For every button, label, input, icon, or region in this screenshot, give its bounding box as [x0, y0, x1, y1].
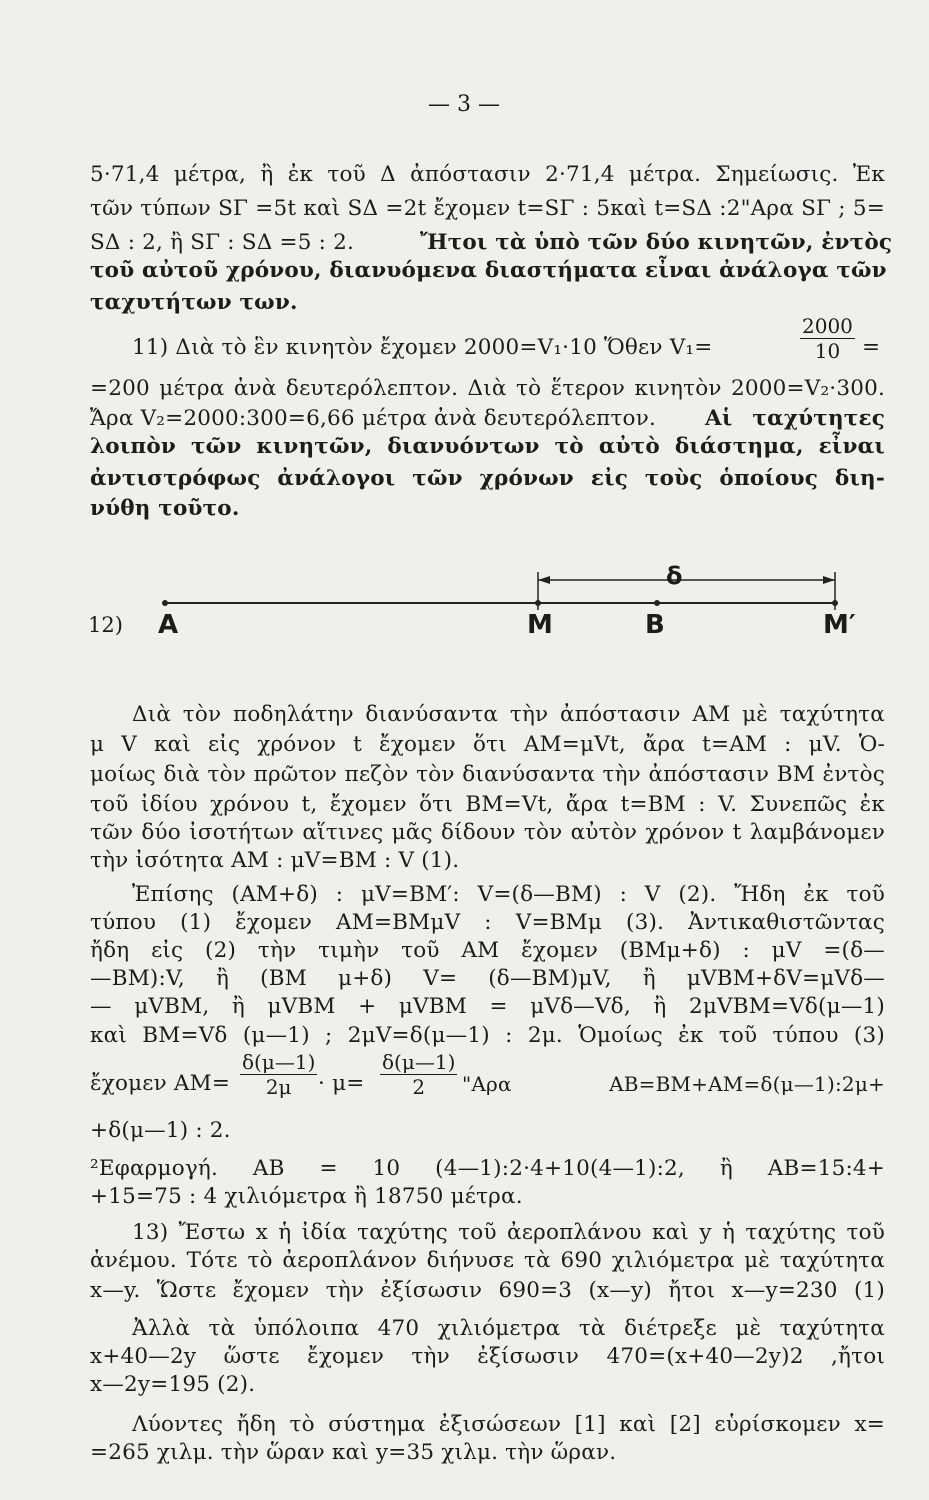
text-line: —ΒΜ):V, ἢ (ΒΜ μ+δ) V= (δ—ΒΜ)μV, ἢ μVΒΜ+δV=μVδ—	[90, 966, 885, 991]
text-line: Διὰ τὸν ποδηλάτην διανύσαντα τὴν ἀπόστασιν ΑΜ μὲ ταχύτητα	[132, 702, 885, 727]
text-line-bold: νύθη τοῦτο.	[90, 496, 240, 521]
label-a: A	[158, 610, 179, 640]
fraction-numerator: δ(μ—1)	[242, 1050, 316, 1074]
point-m-prime	[832, 600, 838, 606]
page-number: — 3 —	[428, 92, 500, 117]
text-line: =265 χιλμ. τὴν ὥραν καὶ y=35 χιλμ. τὴν ὥραν.	[90, 1440, 617, 1465]
segment-diagram-svg	[90, 560, 890, 670]
text-line: τύπου (1) ἔχομεν ΑΜ=ΒΜμV : V=ΒΜμ (3). Ἀντικαθιστῶντας	[90, 910, 885, 935]
arrow-left-icon	[538, 576, 550, 584]
text-line-bold: ἀντιστρόφως ἀνάλογοι τῶν χρόνων εἰς τοὺς ὁποίους διη-	[90, 466, 885, 491]
text-line: τῶν τύπων SΓ =5t καὶ SΔ =2t ἔχομεν t=SΓ : 5καὶ t=SΔ :2"Αρα SΓ ; 5=	[90, 196, 885, 221]
delta-label: δ	[666, 562, 683, 590]
fraction-denominator: 2μ	[265, 1075, 292, 1099]
text-line: x—y. Ὥστε ἔχομεν τὴν ἐξίσωσιν 690=3 (x—y) ἤτοι x—y=230 (1)	[90, 1278, 885, 1303]
text-line: x—2y=195 (2).	[90, 1372, 256, 1397]
text-line: 13) Ἔστω x ἡ ἰδία ταχύτης τοῦ ἀεροπλάνου καὶ y ἡ ταχύτης τοῦ	[132, 1220, 885, 1245]
text-line: Ἀλλὰ τὰ ὑπόλοιπα 470 χιλιόμετρα τὰ διέτρεξε μὲ ταχύτητα	[132, 1316, 885, 1341]
segment-diagram	[90, 560, 890, 670]
fraction-denominator: 10	[814, 339, 841, 363]
arrow-right-icon	[823, 576, 835, 584]
text-line: ἔχομεν ΑΜ=	[90, 1071, 231, 1096]
text-line: "Αρα ΑΒ=ΒΜ+ΑΜ=δ(μ—1):2μ+	[462, 1072, 885, 1096]
text-line-bold: ταχυτήτων των.	[90, 290, 298, 315]
text-line-bold: Ἤτοι τὰ ὑπὸ τῶν δύο κινητῶν, ἐντὸς	[420, 230, 893, 255]
text-line: 11) Διὰ τὸ ἓν κινητὸν ἔχομεν 2000=V₁·10 Ὅθεν V₁=	[132, 335, 713, 360]
text-line: +15=75 : 4 χιλιόμετρα ἢ 18750 μέτρα.	[90, 1184, 523, 1209]
fraction-denominator: 2	[412, 1075, 426, 1099]
label-m-prime: M′	[823, 610, 856, 640]
text-line: · μ=	[318, 1071, 365, 1096]
text-line: ἤδη εἰς (2) τὴν τιμὴν τοῦ ΑΜ ἔχομεν (ΒΜμ+δ) : μV =(δ—	[90, 938, 885, 963]
text-line: SΔ : 2, ἢ SΓ : SΔ =5 : 2.	[90, 230, 354, 255]
fraction-numerator: δ(μ—1)	[382, 1050, 456, 1074]
fraction-numerator: 2000	[802, 314, 853, 338]
text-line-bold: Αἱ ταχύτητες	[705, 406, 885, 431]
problem-number: 12)	[88, 613, 123, 637]
text-line: Λύοντες ἤδη τὸ σύστημα ἐξισώσεων [1] καὶ [2] εὑρίσκομεν x=	[132, 1412, 885, 1437]
text-line: τῶν δύο ἰσοτήτων αἵτινες μᾶς δίδουν τὸν αὐτὸν χρόνον t λαμβάνομεν	[90, 820, 885, 845]
text-line: ²Εφαρμογή. ΑΒ = 10 (4—1):2·4+10(4—1):2, ἢ ΑΒ=15:4+	[90, 1156, 885, 1181]
point-m	[535, 600, 541, 606]
fraction	[380, 1050, 457, 1099]
text-line: x+40—2y ὥστε ἔχομεν τὴν ἐξίσωσιν 470=(x+40—2y)2 ,ἤτοι	[90, 1344, 885, 1369]
text-line: +δ(μ—1) : 2.	[90, 1118, 231, 1143]
text-line: =	[862, 335, 881, 360]
text-line-bold: τοῦ αὐτοῦ χρόνου, διανυόμενα διαστήματα εἶναι ἀνάλογα τῶν	[90, 258, 887, 283]
text-line: — μVΒΜ, ἢ μVΒΜ + μVΒΜ = μVδ—Vδ, ἢ 2μVΒΜ=Vδ(μ—1)	[90, 994, 885, 1019]
text-line: μ V καὶ εἰς χρόνον t ἔχομεν ὅτι ΑΜ=μVt, ἄρα t=ΑΜ : μV. Ὁ-	[90, 732, 885, 757]
label-b: B	[645, 610, 665, 640]
text-line-bold: λοιπὸν τῶν κινητῶν, διανυόντων τὸ αὐτὸ διάστημα, εἶναι	[90, 434, 885, 459]
text-line: =200 μέτρα ἀνὰ δευτερόλεπτον. Διὰ τὸ ἕτερον κινητὸν 2000=V₂·300.	[90, 376, 885, 401]
fraction	[800, 314, 855, 363]
text-line: τοῦ ἰδίου χρόνου t, ἔχομεν ὅτι ΒΜ=Vt, ἄρα t=ΒΜ : V. Συνεπῶς ἐκ	[90, 792, 885, 817]
point-b	[654, 600, 660, 606]
text-line: ἀνέμου. Τότε τὸ ἀεροπλάνον διήνυσε τὰ 690 χιλιόμετρα μὲ ταχύτητα	[90, 1248, 885, 1273]
text-line: 5·71,4 μέτρα, ἢ ἐκ τοῦ Δ ἀπόστασιν 2·71,4 μέτρα. Σημείωσις. Ἐκ	[90, 162, 885, 187]
text-line: μοίως διὰ τὸν πρῶτον πεζὸν τὸν διανύσαντα τὴν ἀπόστασιν ΒΜ ἐντὸς	[90, 762, 885, 787]
text-line: τὴν ἰσότητα ΑΜ : μV=ΒΜ : V (1).	[90, 848, 460, 873]
point-a	[162, 600, 168, 606]
fraction	[240, 1050, 317, 1099]
text-line: καὶ ΒΜ=Vδ (μ—1) ; 2μV=δ(μ—1) : 2μ. Ὁμοίως ἐκ τοῦ τύπου (3)	[90, 1023, 885, 1048]
label-m: M	[527, 610, 553, 640]
text-line: Ἐπίσης (ΑΜ+δ) : μV=ΒΜ′: V=(δ—ΒΜ) : V (2). Ἤδη ἐκ τοῦ	[132, 882, 885, 907]
text-line: Ἄρα V₂=2000:300=6,66 μέτρα ἀνὰ δευτερόλεπτον.	[90, 406, 656, 431]
